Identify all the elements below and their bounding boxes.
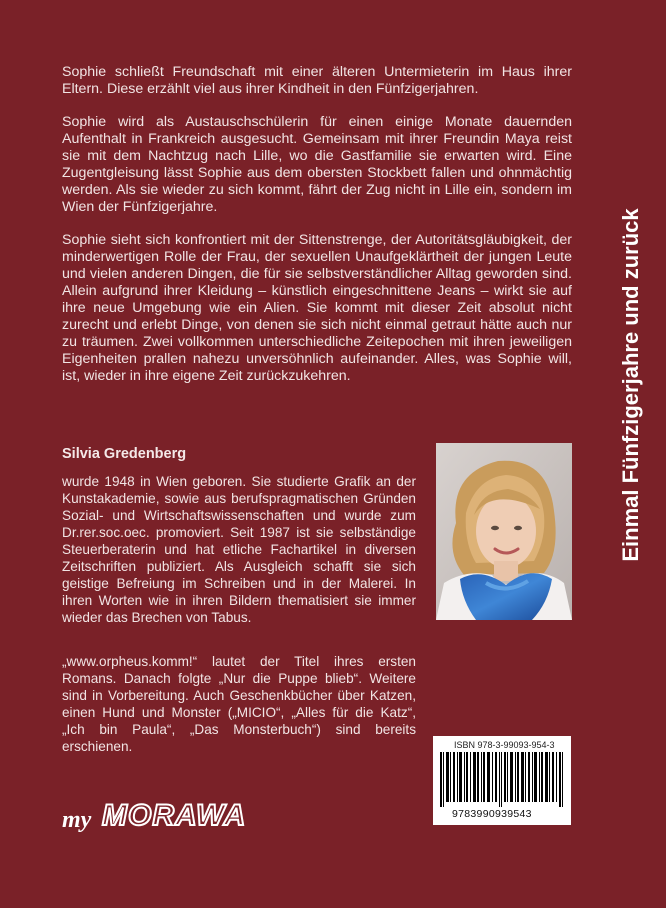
blurb-paragraph: Sophie schließt Freundschaft mit einer älteren Untermieterin im Haus ihrer Eltern. Diese erzählt viel aus ihrer Kindheit in den Fünfzigerjahren. (62, 64, 572, 97)
blurb-paragraph: Sophie sieht sich konfrontiert mit der Sittenstrenge, der Autoritätsgläubigkeit, der minderwertigen Rolle der Frau, der sexuellen Unaufgeklärtheit der jungen Leute und vielen anderen Dingen, die für sie selbstverständlicher Alltag geworden sind. Allein aufgrund ihrer Kleidung – künstlich eingeschnittene Jeans – wirkt sie auf ihre neue Umgebung wie ein Alien. Sie kommt mit dieser Zeit absolut nicht zurecht und erlebt Dinge, von denen sie sich nicht einmal getraut hätte auch nur zu träumen. Zwei vollkommen unterschiedliche Zeitepochen mit ihren jeweiligen Eigenheiten prallen nahezu unversöhnlich aufeinander. Alles, was Sophie will, ist, wieder in ihre eigene Zeit zurückzukehren. (62, 232, 572, 384)
author-bio: wurde 1948 in Wien geboren. Sie studierte Grafik an der Kunstakademie, sowie aus berufspragmatischen Gründen Sozial- und Wirtschaftswissenschaften und wurde zum Dr.rer.soc.oec. promoviert. Seit 1987 ist sie selbständige Steuerberaterin und hat etliche Fachartikel in diversen Zeitschriften publiziert. Als Ausgleich schafft sie sich geistige Befreiung im Schreiben und in der Malerei. In ihren Worten wie in ihren Bildern thematisiert sie immer wieder das Brechen von Tabus. (62, 474, 416, 625)
author-photo (436, 443, 572, 620)
author-name: Silvia Gredenberg (62, 446, 187, 462)
logo-prefix: my (62, 807, 92, 833)
author-works: „www.orpheus.komm!“ lautet der Titel ihres ersten Romans. Danach folgte „Nur die Puppe blieb“. Weitere sind in Vorbereitung. Auch Geschenkbücher über Katzen, einen Hund und Monster („MICIO“, „Alles für die Katz“, „Ich bin Paula“, „Das Monsterbuch“) sind bereits erschienen. (62, 654, 416, 754)
barcode-graphic (440, 752, 564, 807)
isbn-label: ISBN 978-3-99093-954-3 (454, 740, 555, 750)
blurb-paragraph: Sophie wird als Austauschschülerin für einen einige Monate dauernden Aufenthalt in Frankreich ausgesucht. Gemeinsam mit ihrer Freundin Maya reist sie mit dem Nachtzug nach Lille, wo die Gastfamilie sie erwarten wird. Eine Zugentgleisung lässt Sophie aus dem obersten Stockbett fallen und ohnmächtig werden. Als sie wieder zu sich kommt, fährt der Zug nicht in Lille ein, sondern im Wien der Fünfzigerjahre. (62, 114, 572, 215)
spine-title: Einmal Fünfzigerjahre und zurück (618, 208, 643, 562)
publisher-logo (62, 795, 312, 839)
logo-brand: MORAWA (102, 799, 247, 832)
author-portrait-image (436, 443, 572, 620)
isbn-number: 9783990939543 (452, 808, 532, 820)
spine (596, 70, 666, 700)
blurb (62, 64, 572, 401)
